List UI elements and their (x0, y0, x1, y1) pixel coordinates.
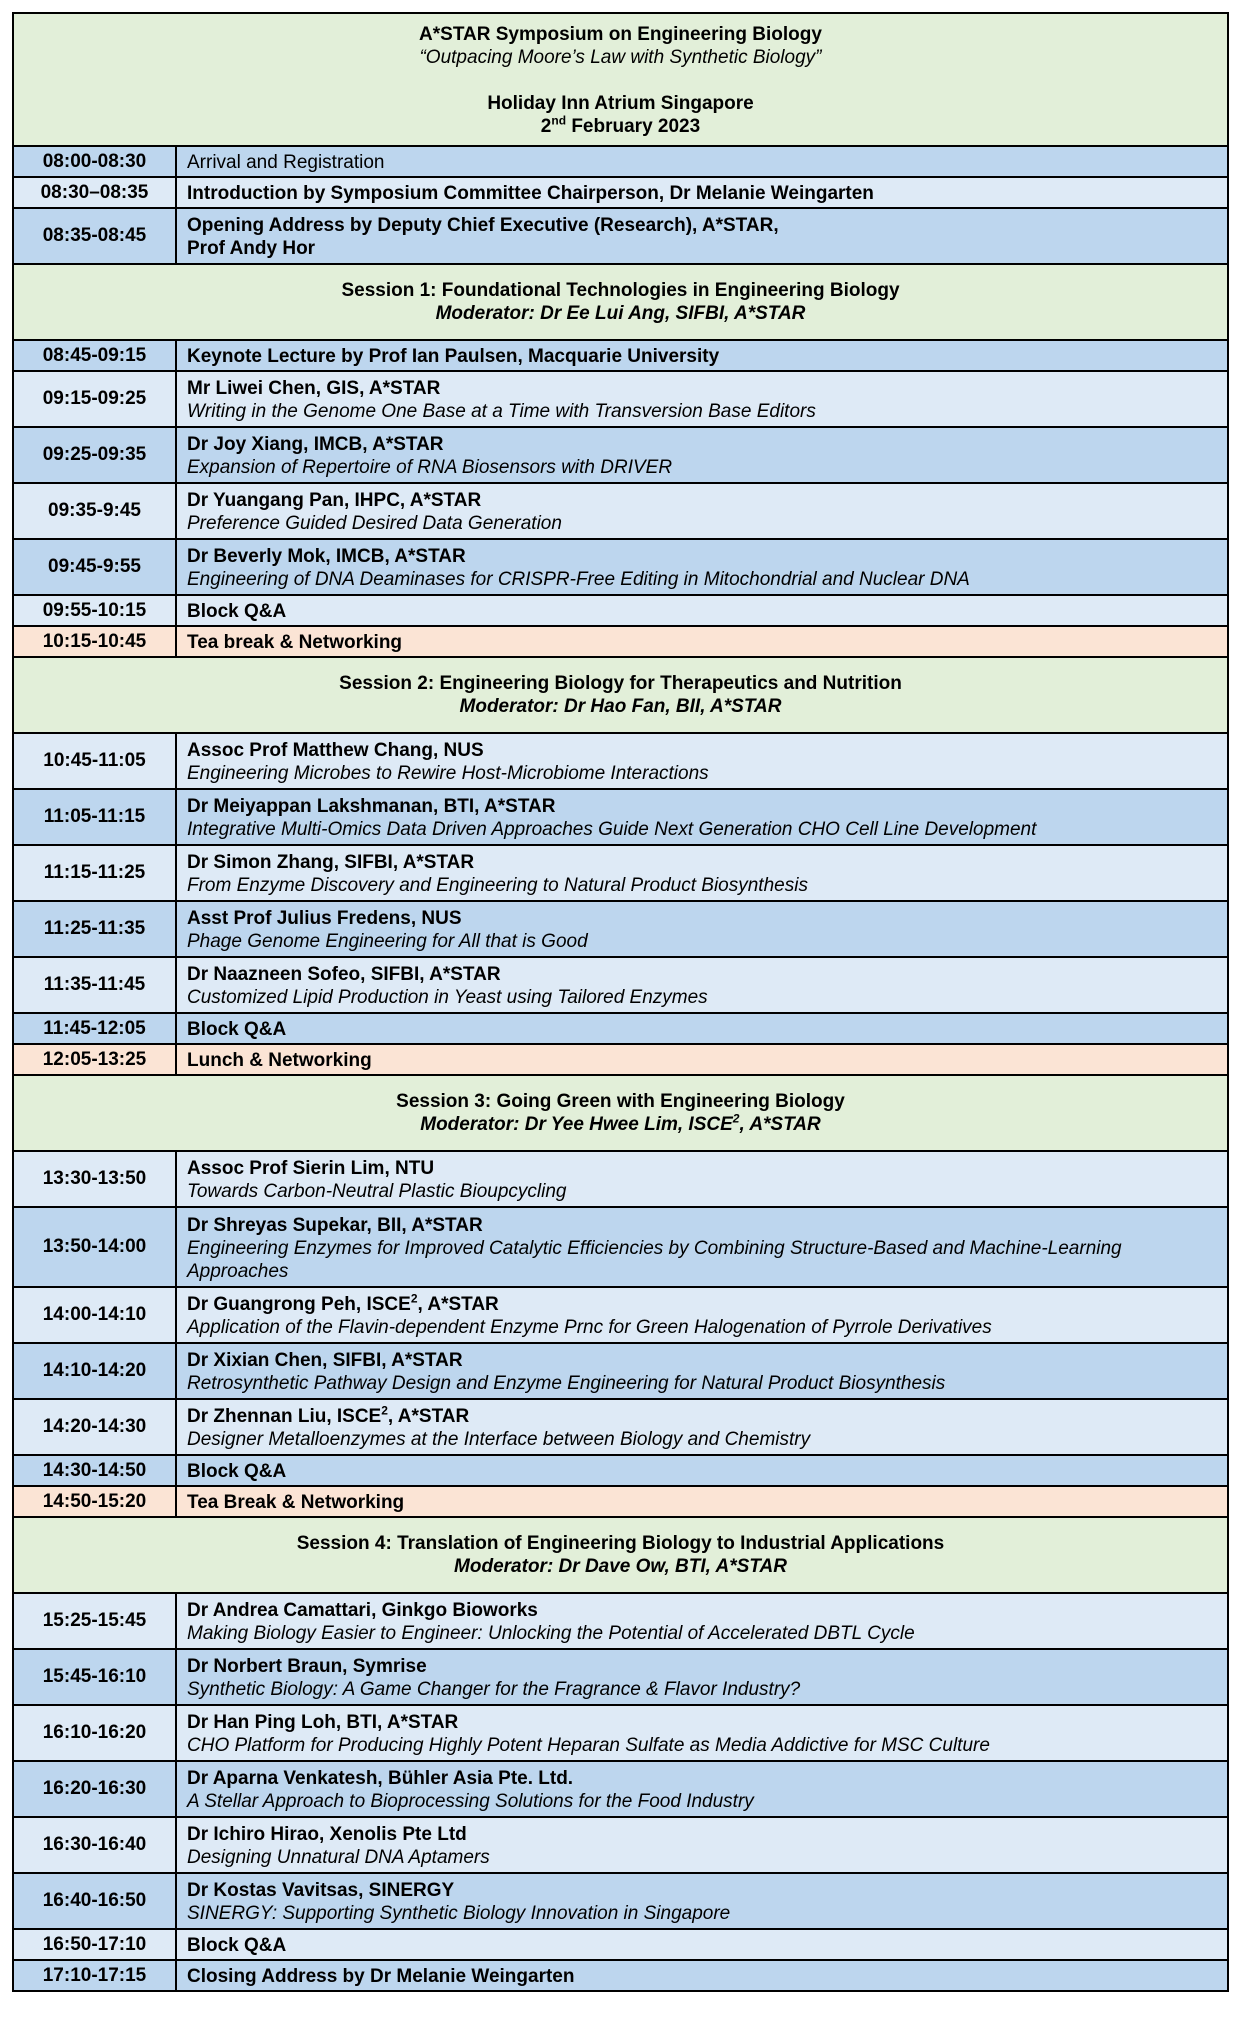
break-row (14, 1045, 1229, 1076)
session-title: Session 4: Translation of Engineering Biology to Industrial Applications (296, 1533, 945, 1554)
talk-title: Designing Unnatural DNA Aptamers (187, 1847, 490, 1868)
talk-title: Expansion of Repertoire of RNA Biosensors with DRIVER (187, 457, 673, 478)
talk-title: Engineering Microbes to Rewire Host-Microbiome Interactions (187, 763, 709, 784)
qa-item: Block Q&A (177, 596, 1229, 625)
speaker: Dr Andrea Camattari, Ginkgo Bioworks (187, 1600, 538, 1621)
time-slot: 11:45-12:05 (14, 1014, 177, 1043)
talk-row (14, 958, 1229, 1014)
time-slot: 11:25-11:35 (14, 902, 177, 956)
speaker: Dr Zhennan Liu, ISCE$^2$, A*STAR (187, 1403, 470, 1427)
talk-row (14, 1288, 1229, 1344)
time-slot: 15:25-15:45 (14, 1594, 177, 1648)
talk-row (14, 1762, 1229, 1818)
speaker: Dr Naazneen Sofeo, SIFBI, A*STAR (187, 964, 501, 985)
talk-row (14, 1152, 1229, 1208)
time-slot: 12:05-13:25 (14, 1045, 177, 1074)
time-slot: 14:20-14:30 (14, 1400, 177, 1454)
symposium-date: 2nd February 2023 (540, 113, 701, 137)
talk-row (14, 734, 1229, 790)
speaker: Dr Aparna Venkatesh, Bühler Asia Pte. Ltd. (187, 1768, 574, 1789)
time-slot: 16:50-17:10 (14, 1930, 177, 1959)
time-slot: 13:30-13:50 (14, 1152, 177, 1206)
speaker: Asst Prof Julius Fredens, NUS (187, 908, 462, 929)
session-moderator: Moderator: Dr Yee Hwee Lim, ISCE$^2$, A*STAR (420, 1111, 821, 1135)
talk-title: Making Biology Easier to Engineer: Unlocking the Potential of Accelerated DBTL Cycle (187, 1623, 915, 1644)
agenda-row (14, 147, 1229, 178)
time-slot: 14:30-14:50 (14, 1456, 177, 1485)
session-title: Session 1: Foundational Technologies in Engineering Biology (341, 280, 900, 301)
qa-item: Block Q&A (177, 1014, 1229, 1043)
break-row (14, 1487, 1229, 1518)
time-slot: 09:55-10:15 (14, 596, 177, 625)
talk-row (14, 1818, 1229, 1874)
speaker: Dr Kostas Vavitsas, SINERGY (187, 1880, 455, 1901)
speaker: Assoc Prof Sierin Lim, NTU (187, 1158, 435, 1179)
talk-title-cont: Approaches (187, 1260, 289, 1282)
speaker: Dr Ichiro Hirao, Xenolis Pte Ltd (187, 1824, 467, 1845)
session-moderator: Moderator: Dr Hao Fan, BII, A*STAR (459, 696, 782, 717)
talk-row (14, 846, 1229, 902)
talk-row (14, 790, 1229, 846)
talk-title: Retrosynthetic Pathway Design and Enzyme Engineering for Natural Product Biosynthesis (187, 1373, 946, 1394)
talk-title: SINERGY: Supporting Synthetic Biology Innovation in Singapore (187, 1903, 731, 1924)
agenda-table (12, 12, 1229, 1992)
talk-title: Towards Carbon-Neutral Plastic Bioupcycling (187, 1181, 567, 1202)
agenda-row (14, 596, 1229, 627)
speaker: Assoc Prof Matthew Chang, NUS (187, 740, 484, 761)
time-slot: 08:00-08:30 (14, 147, 177, 176)
time-slot: 14:10-14:20 (14, 1344, 177, 1398)
symposium-title: A*STAR Symposium on Engineering Biology (419, 24, 822, 45)
qa-item: Block Q&A (177, 1930, 1229, 1959)
agenda-item: Opening Address by Deputy Chief Executive (Research), A*STAR, Prof Andy Hor (177, 209, 1229, 263)
time-slot: 17:10-17:15 (14, 1961, 177, 1990)
closing-item: Closing Address by Dr Melanie Weingarten (177, 1961, 1229, 1990)
talk-title: Preference Guided Desired Data Generation (187, 513, 562, 534)
agenda-row (14, 1456, 1229, 1487)
talk-title: A Stellar Approach to Bioprocessing Solutions for the Food Industry (187, 1791, 754, 1812)
talk-row (14, 484, 1229, 540)
session-title: Session 3: Going Green with Engineering Biology (396, 1091, 845, 1112)
talk-title: CHO Platform for Producing Highly Potent Heparan Sulfate as Media Addictive for MSC Culture (187, 1735, 990, 1756)
talk-row (14, 540, 1229, 596)
break-item: Tea Break & Networking (177, 1487, 1229, 1516)
speaker: Dr Joy Xiang, IMCB, A*STAR (187, 434, 444, 455)
speaker: Dr Xixian Chen, SIFBI, A*STAR (187, 1350, 463, 1371)
session-header (14, 1076, 1229, 1152)
time-slot: 09:45-9:55 (14, 540, 177, 594)
time-slot: 09:15-09:25 (14, 372, 177, 426)
session-header (14, 265, 1229, 341)
talk-title: Engineering Enzymes for Improved Catalytic Efficiencies by Combining Structure-Based and Machine-Learning (187, 1237, 1122, 1259)
break-item: Lunch & Networking (177, 1045, 1229, 1074)
talk-title: Designer Metalloenzymes at the Interface between Biology and Chemistry (187, 1429, 811, 1450)
talk-row (14, 1208, 1229, 1288)
speaker: Mr Liwei Chen, GIS, A*STAR (187, 378, 441, 399)
time-slot: 10:45-11:05 (14, 734, 177, 788)
talk-title: Phage Genome Engineering for All that is Good (187, 931, 588, 952)
talk-row (14, 1650, 1229, 1706)
time-slot: 16:40-16:50 (14, 1874, 177, 1928)
session-header (14, 658, 1229, 734)
time-slot: 09:25-09:35 (14, 428, 177, 482)
speaker: Dr Guangrong Peh, ISCE$^2$, A*STAR (187, 1291, 499, 1315)
time-slot: 16:30-16:40 (14, 1818, 177, 1872)
talk-row (14, 1344, 1229, 1400)
time-slot: 14:50-15:20 (14, 1487, 177, 1516)
symposium-subtitle: “Outpacing Moore’s Law with Synthetic Biology” (419, 47, 822, 68)
session-moderator: Moderator: Dr Dave Ow, BTI, A*STAR (454, 1556, 787, 1577)
break-row (14, 627, 1229, 658)
agenda-row (14, 1014, 1229, 1045)
talk-title: Writing in the Genome One Base at a Time with Transversion Base Editors (187, 401, 816, 422)
talk-row (14, 1400, 1229, 1456)
time-slot: 10:15-10:45 (14, 627, 177, 656)
qa-item: Block Q&A (177, 1456, 1229, 1485)
time-slot: 08:35-08:45 (14, 209, 177, 263)
talk-title: Engineering of DNA Deaminases for CRISPR-Free Editing in Mitochondrial and Nuclear DNA (187, 569, 970, 590)
session-title: Session 2: Engineering Biology for Therapeutics and Nutrition (339, 673, 902, 694)
agenda-row (14, 1930, 1229, 1961)
speaker: Dr Simon Zhang, SIFBI, A*STAR (187, 852, 475, 873)
talk-title: Customized Lipid Production in Yeast using Tailored Enzymes (187, 987, 708, 1008)
talk-title: From Enzyme Discovery and Engineering to Natural Product Biosynthesis (187, 875, 808, 896)
time-slot: 15:45-16:10 (14, 1650, 177, 1704)
time-slot: 11:15-11:25 (14, 846, 177, 900)
keynote-item: Keynote Lecture by Prof Ian Paulsen, Macquarie University (177, 341, 1229, 370)
talk-title: Application of the Flavin-dependent Enzyme Prnc for Green Halogenation of Pyrrole Derivatives (187, 1317, 992, 1338)
talk-title: Synthetic Biology: A Game Changer for the Fragrance & Flavor Industry? (187, 1679, 801, 1700)
talk-row (14, 902, 1229, 958)
talk-row (14, 372, 1229, 428)
speaker: Dr Beverly Mok, IMCB, A*STAR (187, 546, 466, 567)
talk-row (14, 1874, 1229, 1930)
break-item: Tea break & Networking (177, 627, 1229, 656)
time-slot: 09:35-9:45 (14, 484, 177, 538)
time-slot: 16:10-16:20 (14, 1706, 177, 1760)
agenda-row (14, 178, 1229, 209)
time-slot: 11:05-11:15 (14, 790, 177, 844)
agenda-item: Arrival and Registration (177, 147, 1229, 176)
talk-row (14, 1594, 1229, 1650)
time-slot: 11:35-11:45 (14, 958, 177, 1012)
time-slot: 08:30–08:35 (14, 178, 177, 207)
symposium-header (14, 14, 1229, 147)
symposium-venue: Holiday Inn Atrium Singapore (487, 93, 754, 114)
agenda-item: Introduction by Symposium Committee Chairperson, Dr Melanie Weingarten (177, 178, 1229, 207)
agenda-row (14, 341, 1229, 372)
session-header (14, 1518, 1229, 1594)
agenda-row (14, 209, 1229, 265)
talk-row (14, 1706, 1229, 1762)
time-slot: 14:00-14:10 (14, 1288, 177, 1342)
talk-title: Integrative Multi-Omics Data Driven Approaches Guide Next Generation CHO Cell Line Development (187, 819, 1037, 840)
agenda-row (14, 1961, 1229, 1992)
speaker: Dr Han Ping Loh, BTI, A*STAR (187, 1712, 459, 1733)
time-slot: 16:20-16:30 (14, 1762, 177, 1816)
talk-row (14, 428, 1229, 484)
time-slot: 08:45-09:15 (14, 341, 177, 370)
time-slot: 13:50-14:00 (14, 1208, 177, 1286)
speaker: Dr Yuangang Pan, IHPC, A*STAR (187, 490, 482, 511)
speaker: Dr Meiyappan Lakshmanan, BTI, A*STAR (187, 796, 556, 817)
speaker: Dr Shreyas Supekar, BII, A*STAR (187, 1214, 483, 1236)
session-moderator: Moderator: Dr Ee Lui Ang, SIFBI, A*STAR (435, 303, 806, 324)
speaker: Dr Norbert Braun, Symrise (187, 1656, 427, 1677)
